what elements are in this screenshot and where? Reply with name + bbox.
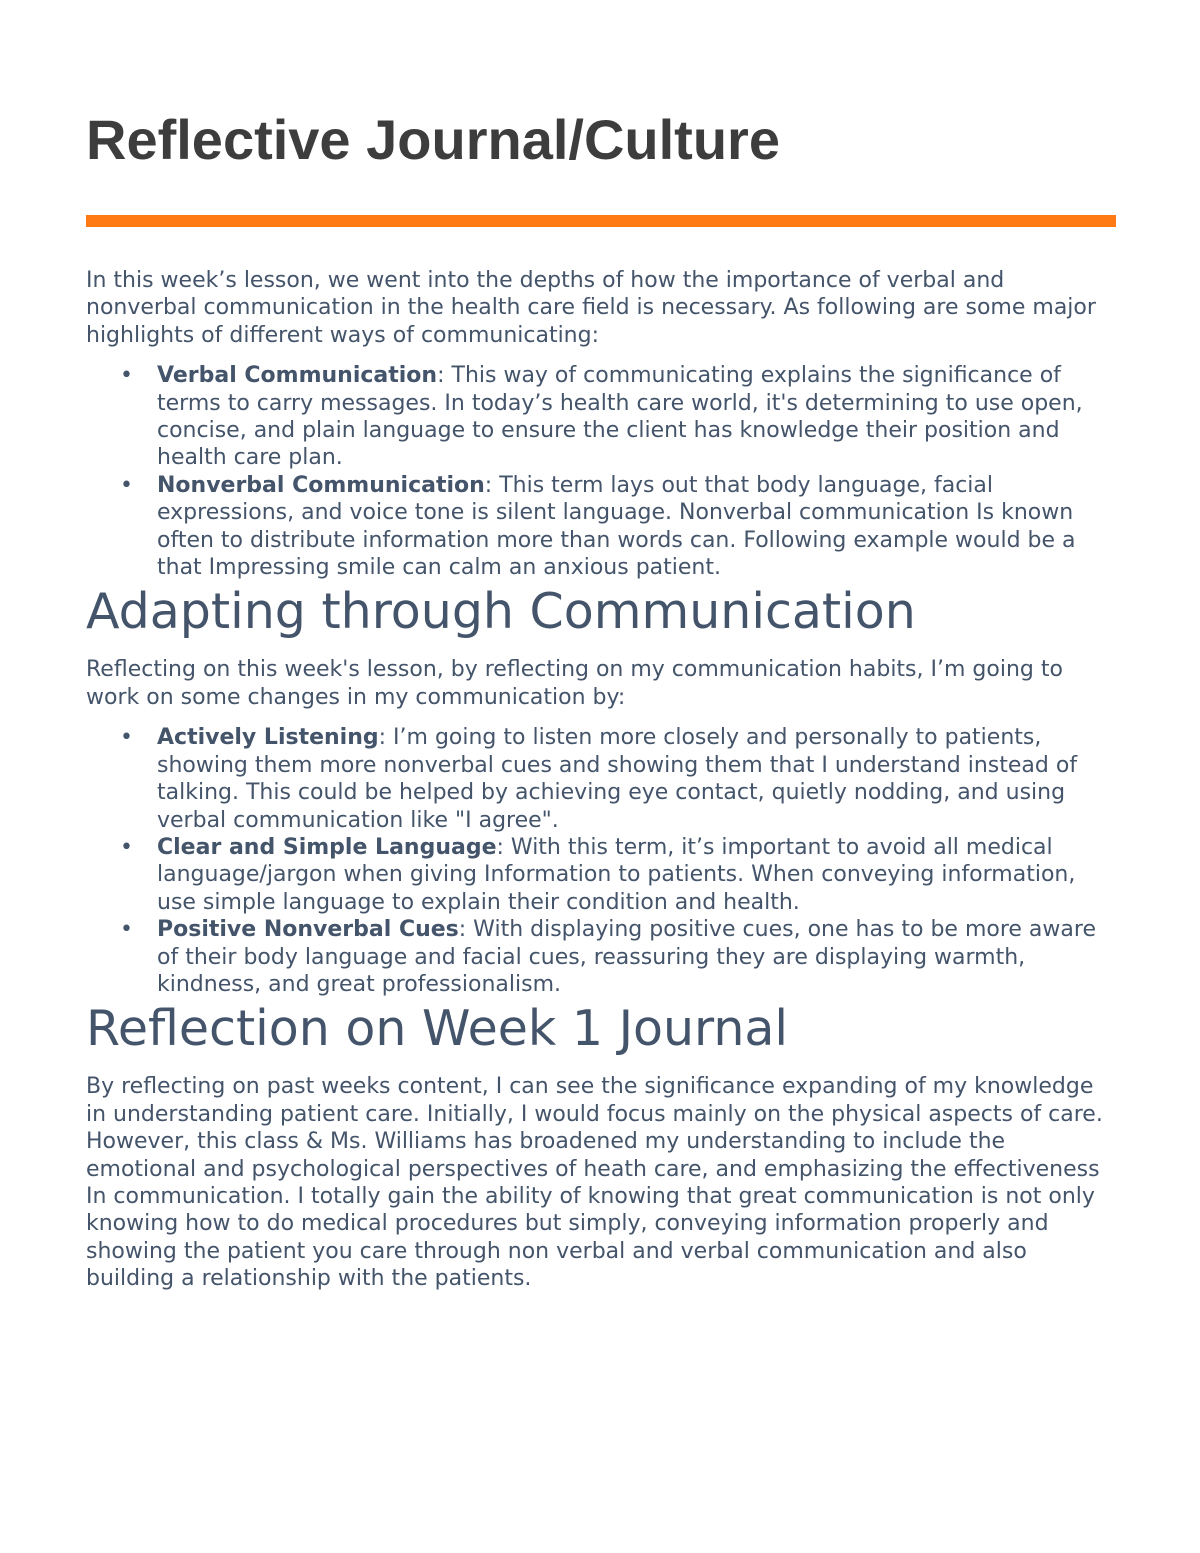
bullet-term: Positive Nonverbal Cues: [157, 917, 459, 943]
document-title: Reflective Journal/Culture: [86, 108, 780, 171]
bullet-text: : With displaying positive cues, one has to be more aware of their body language and facial cues, reassuring they are displaying warmth, kindness, and great professionalism.: [157, 917, 1096, 997]
section-heading-adapting: Adapting through Communication: [86, 583, 916, 641]
bullet-icon: •: [120, 363, 133, 389]
bullet-icon: •: [120, 725, 133, 751]
bullet-icon: •: [120, 472, 133, 498]
bullet-text: : This term lays out that body language, facial expressions, and voice tone is silent language. Nonverbal communication Is known often to distribute information more than words can. Following example would be a that Impressing smile can calm an anxious patient.: [157, 472, 1076, 581]
bullet-icon: •: [120, 917, 133, 943]
list-item: [120, 834, 1116, 916]
bullet-text: : I’m going to listen more closely and personally to patients, showing them more nonverbal cues and showing them that I understand instead of talking. This could be helped by achieving eye contact, quietly nodding, and using verbal communication like "I agree".: [157, 725, 1078, 833]
bullet-icon: •: [120, 834, 133, 860]
bullet-term: Nonverbal Communication: [157, 472, 485, 498]
section-heading-reflection: Reflection on Week 1 Journal: [86, 1000, 789, 1058]
section-paragraph: Reflecting on this week's lesson, by reflecting on my communication habits, I’m going to work on some changes in my communication by:: [86, 657, 1063, 710]
bullet-term: Clear and Simple Language: [157, 834, 497, 860]
title-divider: [86, 215, 1116, 227]
changes-list: [86, 724, 1116, 998]
intro-paragraph: In this week’s lesson, we went into the depths of how the importance of verbal and nonverbal communication in the health care field is necessary. As following are some major highlights of different ways of communicating:: [86, 268, 1096, 348]
document-page: [86, 108, 1116, 1293]
list-item: [120, 724, 1116, 834]
section-paragraph: By reflecting on past weeks content, I can see the significance expanding of my knowledge in understanding patient care. Initially, I would focus mainly on the physical aspects of care. However, this class & Ms. Williams has broadened my understanding to include the emotional and psychological perspectives of heath care, and emphasizing the effectiveness In communication. I totally gain the ability of knowing that great communication is not only knowing how to do medical procedures but simply, conveying information properly and showing the patient you care through non verbal and verbal communication and also building a relationship with the patients.: [86, 1074, 1103, 1292]
list-item: [120, 472, 1116, 582]
list-item: [120, 362, 1116, 472]
bullet-text: : This way of communicating explains the significance of terms to carry messages. In today’s health care world, it's determining to use open, concise, and plain language to ensure the client has knowledge their position and health care plan.: [157, 363, 1083, 471]
bullet-term: Verbal Communication: [157, 363, 438, 389]
communication-types-list: [86, 362, 1116, 581]
bullet-text: : With this term, it’s important to avoid all medical language/jargon when giving Information to patients. When conveying information, use simple language to explain their condition and health.: [157, 834, 1076, 915]
bullet-term: Actively Listening: [157, 725, 379, 751]
list-item: [120, 916, 1116, 998]
